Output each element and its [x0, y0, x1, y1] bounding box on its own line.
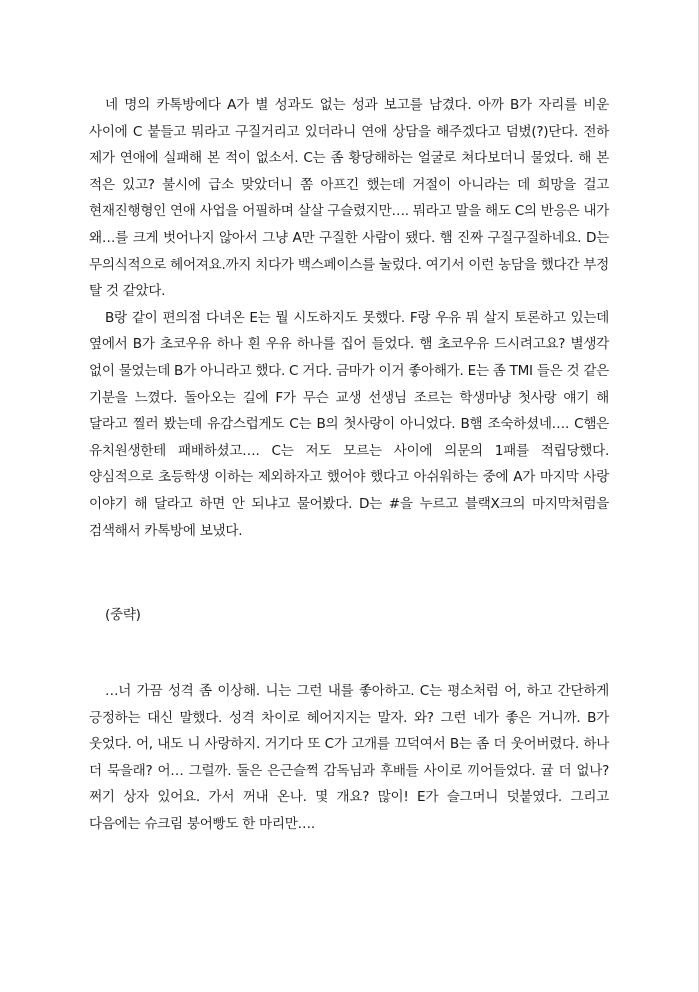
paragraph-ending: …너 가끔 성격 좀 이상해. 니는 그런 내를 좋아하고. C는 평소처럼 어, 하고 간단하게 긍정하는 대신 말했다. 성격 차이로 헤어지지는 말자. 와? 그런 네가 좋은 거니까. B가 웃었다. 어, 내도 니 사랑하지. 거기다 또 C가 고개를 끄덕여서 B는 좀 더 웃어버렸다. 하나 더 묵을래? 어… 그럴까. 둘은 은근슬쩍 감독님과 후배들 사이로 끼어들었다. 귤 더 없나? 쩌기 상자 있어요. 가서 꺼내 온나. 몇 개요? 많이! E가 슬그머니 덧붙였다. 그리고 다음에는 슈크림 붕어빵도 한 마리만…. [89, 683, 609, 832]
text-section-before-omission [89, 92, 609, 544]
text-section-after-omission [89, 678, 609, 838]
omission-section [89, 602, 609, 629]
omission-marker: (중략) [105, 607, 141, 623]
paragraph-chat-report: 네 명의 카톡방에다 A가 별 성과도 없는 성과 보고를 남겼다. 아까 B가 자리를 비운 사이에 C 붙들고 뭐라고 구질거리고 있더라니 연애 상담을 해주겠다고 덤볐(?)단다. 전하 제가 연애에 실패해 본 적이 없소서. C는 좀 황당해하는 얼굴로 쳐다보더니 물었다. 해 본 적은 있고? 불시에 급소 맞았더니 쫌 아프긴 했는데 거절이 아니라는 데 희망을 걸고 현재진행형인 연애 사업을 어필하며 살살 구슬렸지만…. 뭐라고 말을 해도 C의 반응은 내가 왜…를 크게 벗어나지 않아서 그냥 A만 구질한 사람이 됐다. 햄 진짜 구질구질하네요. D는 무의식적으로 헤어져요.까지 치다가 백스페이스를 눌렀다. 여기서 이런 농담을 했다간 부정 탈 것 같았다. [89, 97, 609, 300]
paragraph-convenience-store: B랑 같이 편의점 다녀온 E는 뭘 시도하지도 못했다. F랑 우유 뭐 살지 토론하고 있는데 옆에서 B가 초코우유 하나 흰 우유 하나를 집어 들었다. 햄 초코우유 드시려고요? 별생각 없이 물었는데 B가 아니라고 했다. C 거다. 금마가 이거 좋아해가. E는 좀 TMI 들은 것 같은 기분을 느꼈다. 돌아오는 길에 F가 무슨 교생 선생님 조르는 학생마냥 첫사랑 얘기 해 달라고 찔러 봤는데 유감스럽게도 C는 B의 첫사랑이 아니었다. B햄 조숙하셨네…. C햄은 유치원생한테 패배하셨고…. C는 저도 모르는 사이에 의문의 1패를 적립당했다. 양심적으로 초등학생 이하는 제외하자고 했어야 했다고 아쉬워하는 중에 A가 마지막 사랑 이야기 해 달라고 하면 안 되냐고 물어봤다. D는 #을 누르고 블랙X크의 마지막처럼을 검색해서 카톡방에 보냈다. [89, 309, 609, 539]
